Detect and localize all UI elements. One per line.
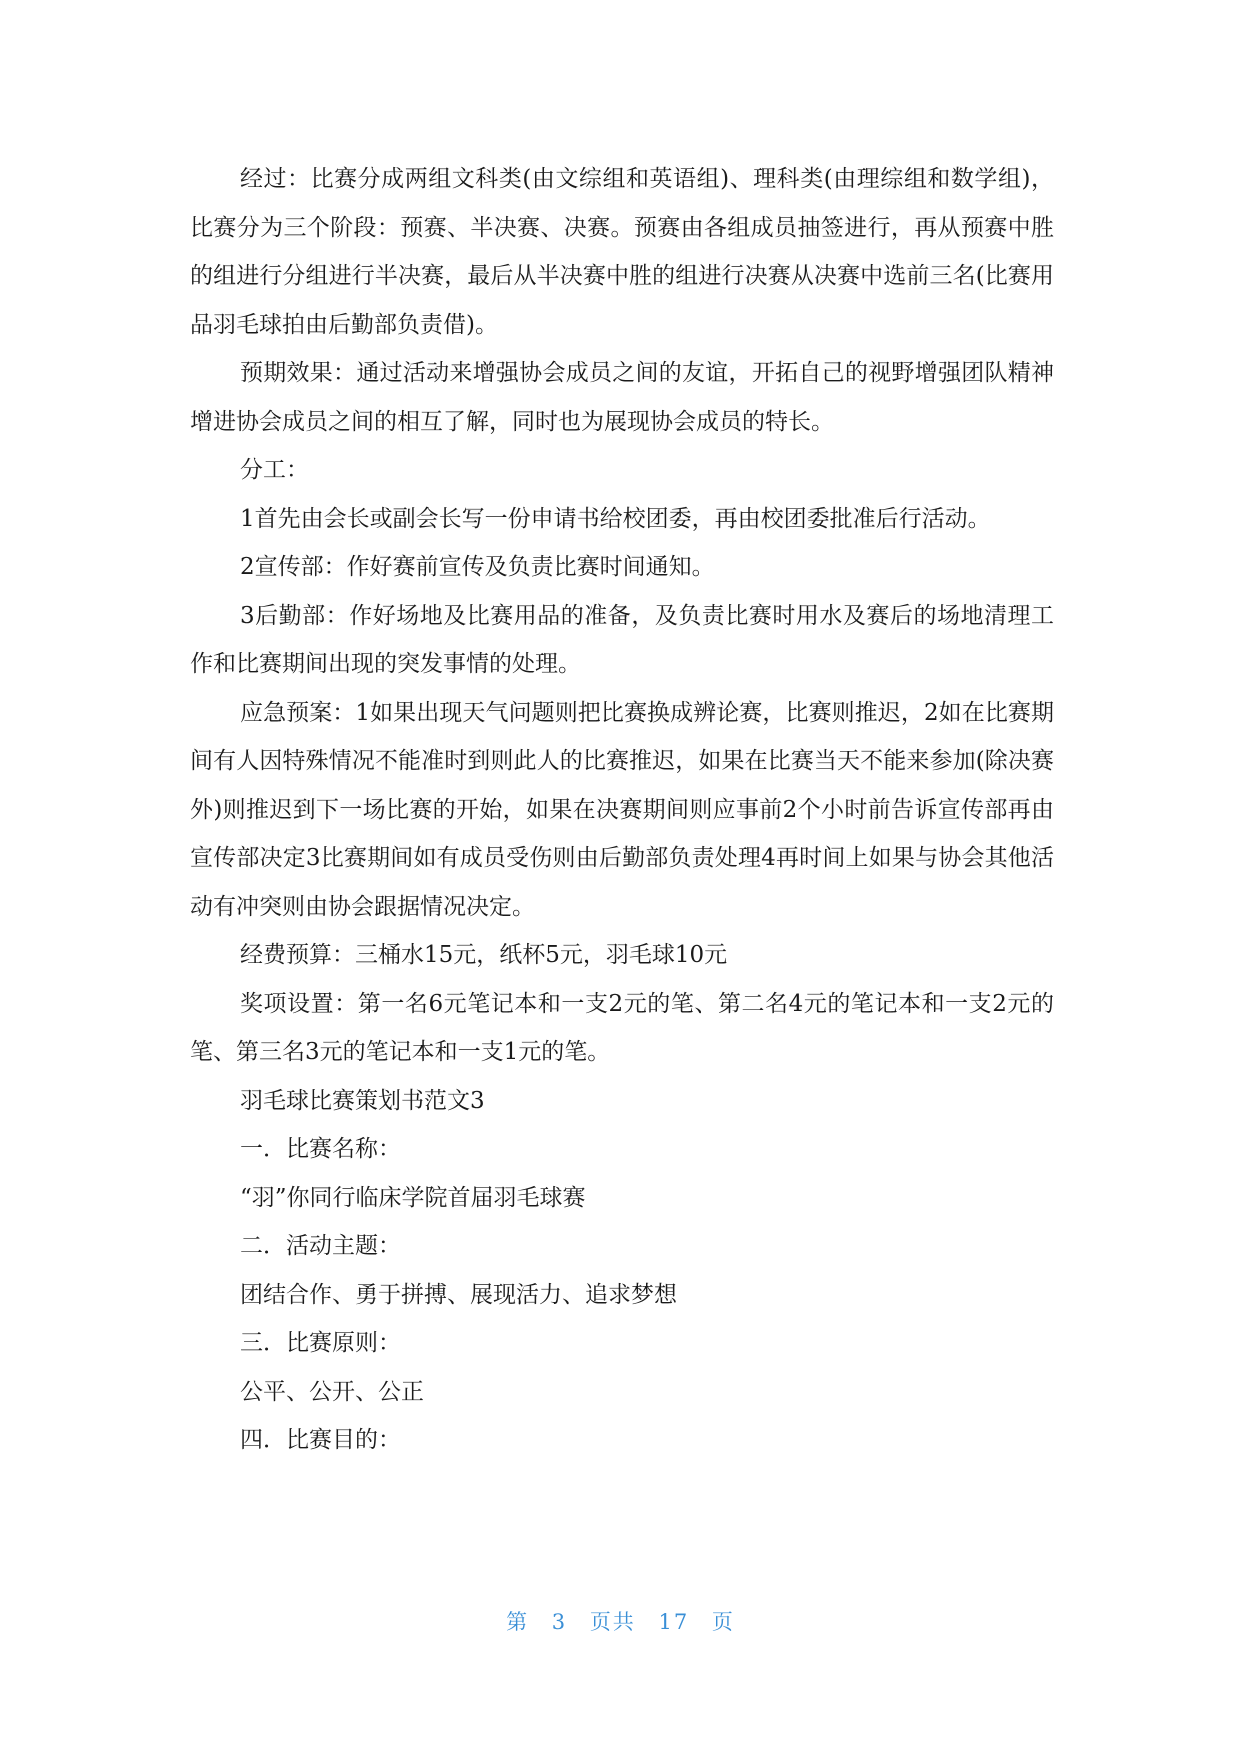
paragraph-division-heading: 分工： — [240, 457, 309, 483]
document-body — [190, 155, 1054, 1465]
paragraph-awards: 奖项设置：第一名6元笔记本和一支2元的笔、第二名4元的笔记本和一支2元的笔、第三名3元的笔记本和一支1元的笔。 — [190, 990, 1054, 1065]
paragraph-contingency-plan: 应急预案：1如果出现天气问题则把比赛换成辨论赛，比赛则推迟，2如在比赛期间有人因特殊情况不能准时到则此人的比赛推迟，如果在比赛当天不能来参加(除决赛外)则推迟到下一场比赛的开始，如果在决赛期间则应事前2个小时前告诉宣传部再由宣传部决定3比赛期间如有成员受伤则由后勤部负责处理4再时间上如果与协会其他活动有冲突则由协会跟据情况决定。 — [190, 699, 1054, 920]
heading-principles: 三．比赛原则： — [240, 1330, 401, 1356]
paragraph-expected-effect: 预期效果：通过活动来增强协会成员之间的友谊，开拓自己的视野增强团队精神增进协会成员之间的相互了解，同时也为展现协会成员的特长。 — [190, 360, 1054, 435]
paragraph-budget: 经费预算：三桶水15元，纸杯5元，羽毛球10元 — [240, 942, 728, 968]
footer-total-pages: 17 — [658, 1610, 690, 1634]
competition-name: “羽”你同行临床学院首届羽毛球赛 — [240, 1184, 586, 1211]
footer-suffix: 页 — [711, 1610, 735, 1634]
principles-text: 公平、公开、公正 — [240, 1378, 424, 1405]
paragraph-division-item-2: 2宣传部：作好赛前宣传及负责比赛时间通知。 — [240, 554, 715, 580]
paragraph-division-item-3: 3后勤部：作好场地及比赛用品的准备，及负责比赛时用水及赛后的场地清理工作和比赛期间出现的突发事情的处理。 — [190, 602, 1054, 677]
section-title: 羽毛球比赛策划书范文3 — [240, 1087, 485, 1114]
paragraph-division-item-1: 1首先由会长或副会长写一份申请书给校团委，再由校团委批准后行活动。 — [240, 505, 991, 532]
footer-prefix: 第 — [506, 1610, 530, 1634]
heading-theme: 二．活动主题： — [240, 1233, 401, 1259]
heading-purpose: 四．比赛目的： — [240, 1427, 401, 1453]
heading-competition-name: 一．比赛名称： — [240, 1136, 401, 1162]
footer-middle: 页共 — [589, 1610, 636, 1634]
theme-text: 团结合作、勇于拼搏、展现活力、追求梦想 — [240, 1281, 677, 1308]
page-footer — [0, 1606, 1241, 1636]
paragraph-process: 经过：比赛分成两组文科类(由文综组和英语组)、理科类(由理综组和数学组)，比赛分为三个阶段：预赛、半决赛、决赛。预赛由各组成员抽签进行，再从预赛中胜的组进行分组进行半决赛，最后从半决赛中胜的组进行决赛从决赛中选前三名(比赛用品羽毛球拍由后勤部负责借)。 — [190, 166, 1054, 338]
footer-current-page: 3 — [551, 1610, 568, 1634]
